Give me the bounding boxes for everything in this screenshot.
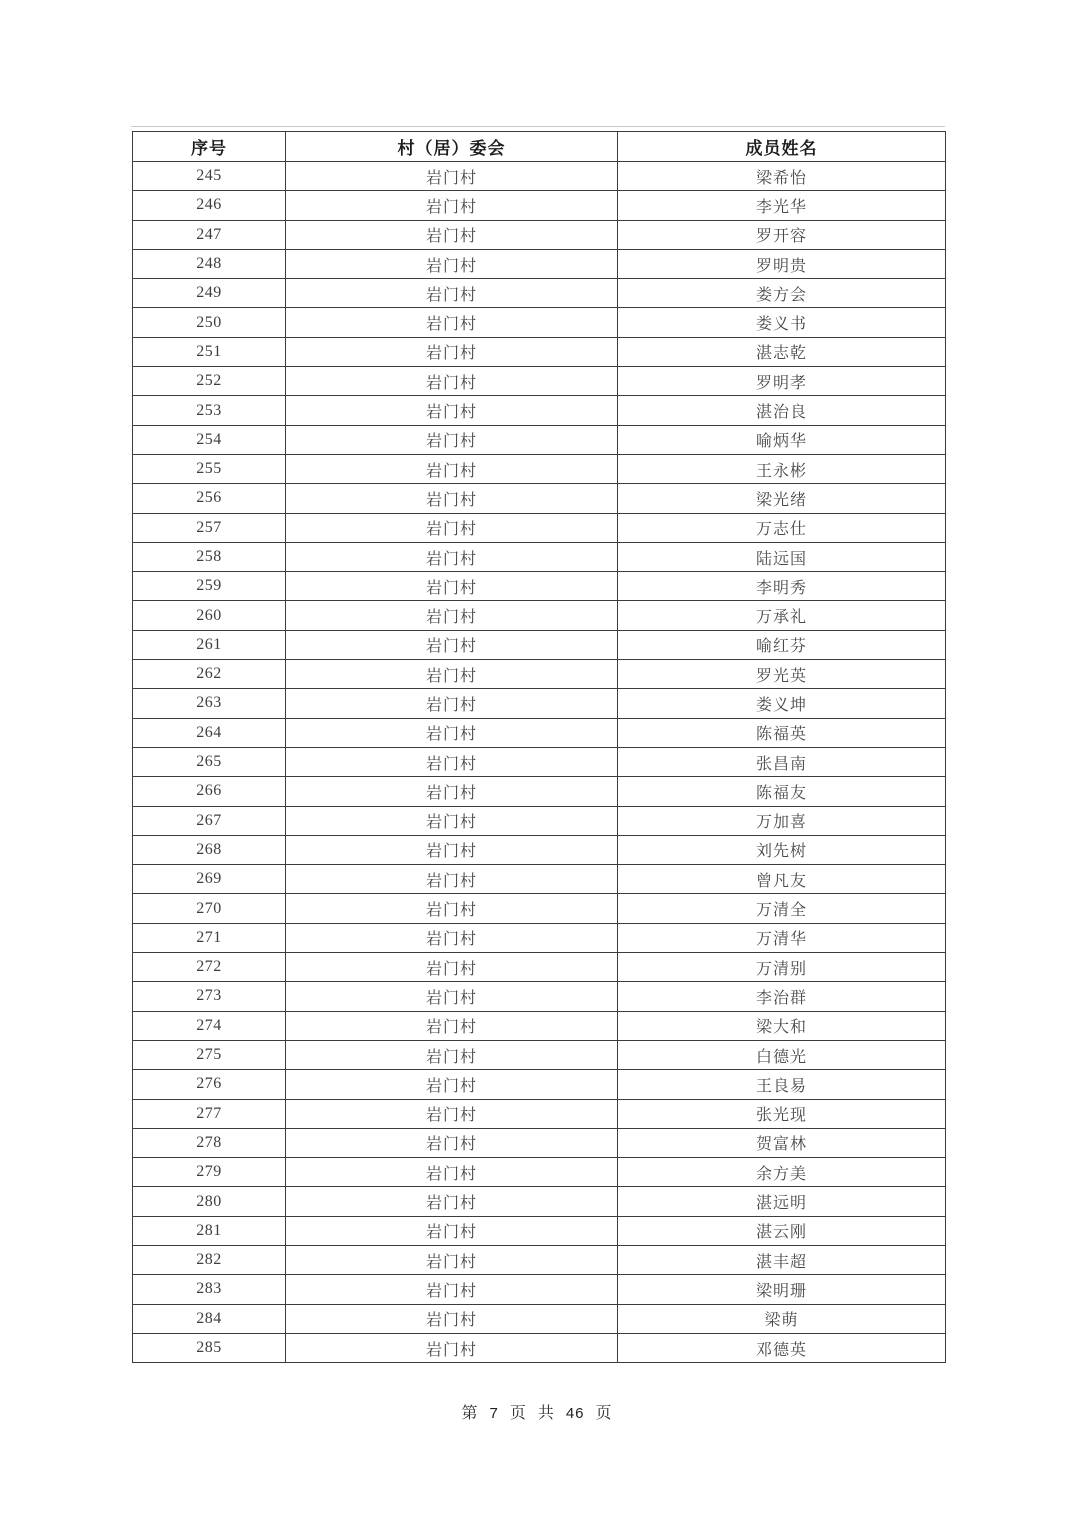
member-name-cell: 罗明贵 — [618, 249, 946, 278]
committee-cell: 岩门村 — [286, 894, 618, 923]
member-name-cell: 湛丰超 — [618, 1245, 946, 1274]
index-cell: 273 — [133, 982, 286, 1011]
index-cell: 265 — [133, 747, 286, 776]
member-name-cell: 李治群 — [618, 982, 946, 1011]
member-name-cell: 陈福英 — [618, 718, 946, 747]
member-name-cell: 娄义书 — [618, 308, 946, 337]
table-row — [133, 1333, 946, 1362]
committee-cell: 岩门村 — [286, 1158, 618, 1187]
table-row — [133, 1158, 946, 1187]
index-cell: 260 — [133, 601, 286, 630]
index-cell: 274 — [133, 1011, 286, 1040]
table-row — [133, 454, 946, 483]
index-cell: 270 — [133, 894, 286, 923]
member-name-cell: 贺富林 — [618, 1128, 946, 1157]
member-name-cell: 梁大和 — [618, 1011, 946, 1040]
member-name-cell: 万加喜 — [618, 806, 946, 835]
member-name-cell: 梁明珊 — [618, 1275, 946, 1304]
index-cell: 268 — [133, 835, 286, 864]
committee-cell: 岩门村 — [286, 1216, 618, 1245]
index-cell: 258 — [133, 542, 286, 571]
committee-cell: 岩门村 — [286, 308, 618, 337]
member-name-cell: 喻红芬 — [618, 630, 946, 659]
index-cell: 277 — [133, 1099, 286, 1128]
footer-page-label: 页 — [509, 1405, 527, 1422]
table-row — [133, 396, 946, 425]
table-row — [133, 162, 946, 191]
footer-page-prefix: 第 — [461, 1405, 479, 1422]
table-row — [133, 718, 946, 747]
current-page-number: 7 — [489, 1405, 499, 1422]
index-cell: 284 — [133, 1304, 286, 1333]
committee-cell: 岩门村 — [286, 1275, 618, 1304]
index-cell: 248 — [133, 249, 286, 278]
member-name-cell: 张光现 — [618, 1099, 946, 1128]
member-name-cell: 喻炳华 — [618, 425, 946, 454]
committee-cell: 岩门村 — [286, 1187, 618, 1216]
table-row — [133, 1216, 946, 1245]
member-name-cell: 陆远国 — [618, 542, 946, 571]
index-cell: 255 — [133, 454, 286, 483]
index-cell: 283 — [133, 1275, 286, 1304]
index-cell: 249 — [133, 279, 286, 308]
committee-cell: 岩门村 — [286, 1245, 618, 1274]
index-cell: 252 — [133, 367, 286, 396]
table-row — [133, 1099, 946, 1128]
committee-cell: 岩门村 — [286, 1011, 618, 1040]
committee-cell: 岩门村 — [286, 660, 618, 689]
committee-cell: 岩门村 — [286, 162, 618, 191]
committee-cell: 岩门村 — [286, 1333, 618, 1362]
member-name-cell: 万清别 — [618, 953, 946, 982]
committee-cell: 岩门村 — [286, 1040, 618, 1069]
member-name-cell: 余方美 — [618, 1158, 946, 1187]
index-cell: 259 — [133, 572, 286, 601]
header-cell-index: 序号 — [133, 132, 286, 162]
index-cell: 251 — [133, 337, 286, 366]
index-cell: 250 — [133, 308, 286, 337]
index-cell: 280 — [133, 1187, 286, 1216]
member-name-cell: 罗开容 — [618, 220, 946, 249]
table-row — [133, 777, 946, 806]
committee-cell: 岩门村 — [286, 1304, 618, 1333]
committee-cell: 岩门村 — [286, 572, 618, 601]
index-cell: 278 — [133, 1128, 286, 1157]
committee-cell: 岩门村 — [286, 425, 618, 454]
member-name-cell: 万清全 — [618, 894, 946, 923]
committee-cell: 岩门村 — [286, 337, 618, 366]
table-row — [133, 1011, 946, 1040]
index-cell: 254 — [133, 425, 286, 454]
table-row — [133, 747, 946, 776]
committee-cell: 岩门村 — [286, 396, 618, 425]
table-row — [133, 835, 946, 864]
index-cell: 269 — [133, 865, 286, 894]
member-name-cell: 梁萌 — [618, 1304, 946, 1333]
committee-cell: 岩门村 — [286, 865, 618, 894]
table-row — [133, 660, 946, 689]
table-row — [133, 1040, 946, 1069]
header-cell-member-name: 成员姓名 — [618, 132, 946, 162]
committee-cell: 岩门村 — [286, 982, 618, 1011]
committee-cell: 岩门村 — [286, 953, 618, 982]
table-row — [133, 220, 946, 249]
committee-cell: 岩门村 — [286, 718, 618, 747]
index-cell: 246 — [133, 191, 286, 220]
committee-cell: 岩门村 — [286, 923, 618, 952]
table-row — [133, 1070, 946, 1099]
index-cell: 257 — [133, 513, 286, 542]
index-cell: 263 — [133, 689, 286, 718]
index-cell: 261 — [133, 630, 286, 659]
table-row — [133, 923, 946, 952]
table-row — [133, 806, 946, 835]
table-row — [133, 513, 946, 542]
index-cell: 267 — [133, 806, 286, 835]
committee-cell: 岩门村 — [286, 777, 618, 806]
table-row — [133, 572, 946, 601]
member-name-cell: 湛云刚 — [618, 1216, 946, 1245]
committee-cell: 岩门村 — [286, 601, 618, 630]
table-row — [133, 484, 946, 513]
member-name-cell: 刘先树 — [618, 835, 946, 864]
index-cell: 276 — [133, 1070, 286, 1099]
table-row — [133, 542, 946, 571]
index-cell: 266 — [133, 777, 286, 806]
members-table — [132, 131, 946, 1363]
member-name-cell: 湛志乾 — [618, 337, 946, 366]
member-name-cell: 湛治良 — [618, 396, 946, 425]
member-name-cell: 张昌南 — [618, 747, 946, 776]
committee-cell: 岩门村 — [286, 747, 618, 776]
index-cell: 271 — [133, 923, 286, 952]
committee-cell: 岩门村 — [286, 1099, 618, 1128]
member-name-cell: 梁希怡 — [618, 162, 946, 191]
table-row — [133, 1304, 946, 1333]
table-row — [133, 367, 946, 396]
table-row — [133, 308, 946, 337]
committee-cell: 岩门村 — [286, 249, 618, 278]
table-row — [133, 689, 946, 718]
index-cell: 253 — [133, 396, 286, 425]
committee-cell: 岩门村 — [286, 513, 618, 542]
table-row — [133, 894, 946, 923]
member-name-cell: 湛远明 — [618, 1187, 946, 1216]
index-cell: 247 — [133, 220, 286, 249]
scan-artifact-line — [131, 126, 945, 127]
member-name-cell: 白德光 — [618, 1040, 946, 1069]
committee-cell: 岩门村 — [286, 689, 618, 718]
table-row — [133, 982, 946, 1011]
committee-cell: 岩门村 — [286, 1070, 618, 1099]
member-name-cell: 陈福友 — [618, 777, 946, 806]
total-page-number: 46 — [565, 1405, 585, 1422]
table-row — [133, 279, 946, 308]
index-cell: 279 — [133, 1158, 286, 1187]
member-name-cell: 李光华 — [618, 191, 946, 220]
table-row — [133, 1245, 946, 1274]
index-cell: 272 — [133, 953, 286, 982]
committee-cell: 岩门村 — [286, 835, 618, 864]
member-name-cell: 王良易 — [618, 1070, 946, 1099]
committee-cell: 岩门村 — [286, 191, 618, 220]
index-cell: 281 — [133, 1216, 286, 1245]
table-row — [133, 1128, 946, 1157]
index-cell: 264 — [133, 718, 286, 747]
table-row — [133, 191, 946, 220]
footer-total-label: 页 — [595, 1405, 613, 1422]
committee-cell: 岩门村 — [286, 484, 618, 513]
member-name-cell: 万志仕 — [618, 513, 946, 542]
member-name-cell: 李明秀 — [618, 572, 946, 601]
committee-cell: 岩门村 — [286, 1128, 618, 1157]
table-row — [133, 1187, 946, 1216]
committee-cell: 岩门村 — [286, 367, 618, 396]
table-row — [133, 865, 946, 894]
committee-cell: 岩门村 — [286, 220, 618, 249]
table-row — [133, 425, 946, 454]
member-name-cell: 王永彬 — [618, 454, 946, 483]
index-cell: 285 — [133, 1333, 286, 1362]
index-cell: 275 — [133, 1040, 286, 1069]
committee-cell: 岩门村 — [286, 806, 618, 835]
member-name-cell: 曾凡友 — [618, 865, 946, 894]
committee-cell: 岩门村 — [286, 279, 618, 308]
committee-cell: 岩门村 — [286, 454, 618, 483]
member-name-cell: 娄义坤 — [618, 689, 946, 718]
index-cell: 262 — [133, 660, 286, 689]
committee-cell: 岩门村 — [286, 630, 618, 659]
table-row — [133, 249, 946, 278]
table-row — [133, 337, 946, 366]
member-name-cell: 娄方会 — [618, 279, 946, 308]
index-cell: 256 — [133, 484, 286, 513]
table-header — [133, 132, 946, 162]
header-row — [133, 132, 946, 162]
member-name-cell: 万承礼 — [618, 601, 946, 630]
member-name-cell: 邓德英 — [618, 1333, 946, 1362]
index-cell: 282 — [133, 1245, 286, 1274]
table-row — [133, 630, 946, 659]
page-footer — [0, 1400, 1074, 1423]
member-name-cell: 罗光英 — [618, 660, 946, 689]
committee-cell: 岩门村 — [286, 542, 618, 571]
footer-total-prefix: 共 — [537, 1405, 555, 1422]
table-row — [133, 601, 946, 630]
table-row — [133, 953, 946, 982]
member-name-cell: 罗明孝 — [618, 367, 946, 396]
header-cell-committee: 村（居）委会 — [286, 132, 618, 162]
member-name-cell: 梁光绪 — [618, 484, 946, 513]
table-row — [133, 1275, 946, 1304]
table-body — [133, 162, 946, 1363]
member-name-cell: 万清华 — [618, 923, 946, 952]
index-cell: 245 — [133, 162, 286, 191]
